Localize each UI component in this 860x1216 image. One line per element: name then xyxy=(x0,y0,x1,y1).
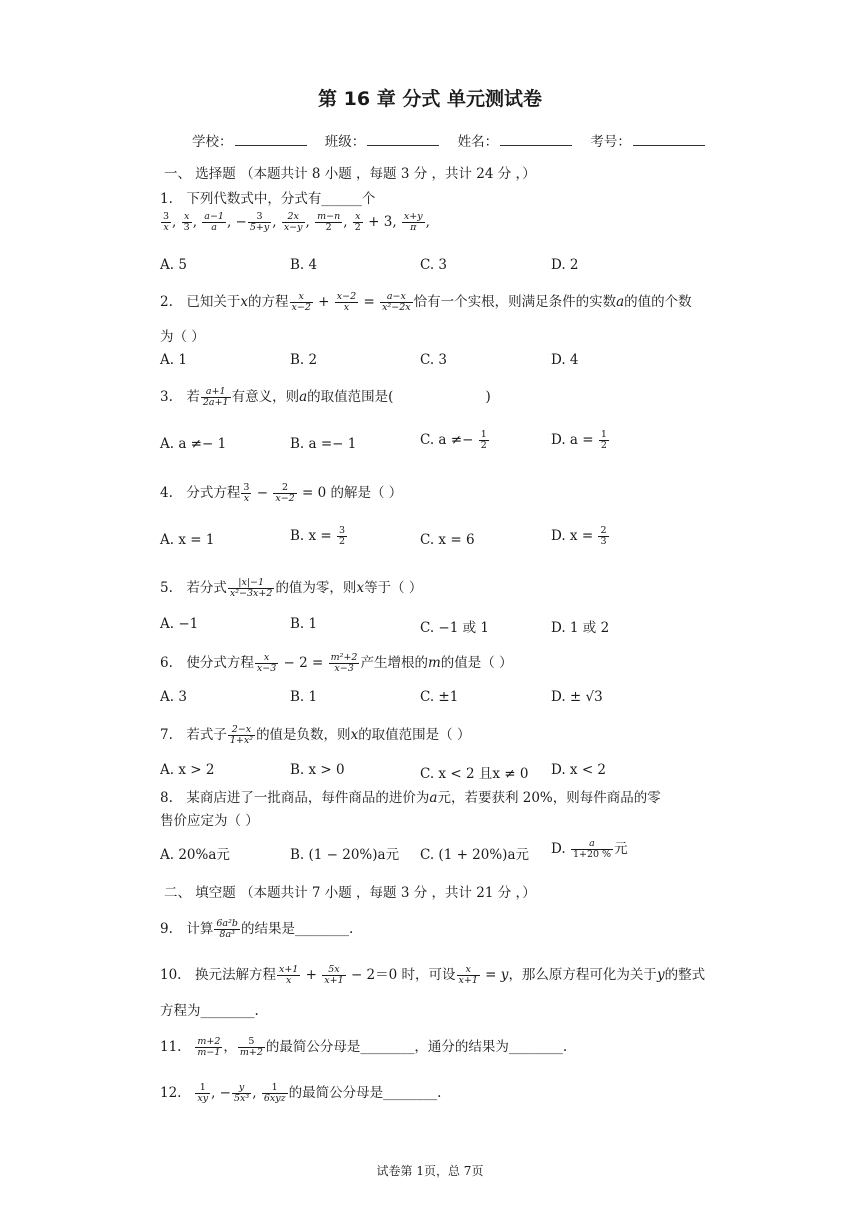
number-blank[interactable] xyxy=(633,132,705,146)
page-footer: 试卷第 1页，总 7页 xyxy=(376,1164,484,1178)
q4-option-b[interactable]: B. x = $\frac{3}{2}$ xyxy=(290,525,346,547)
school-label: 学校： xyxy=(192,134,233,150)
q8-option-c[interactable]: C. (1 + 20%)a元 xyxy=(420,847,530,863)
question-5-stem: 5. 若分式 $\frac{|x|-1}{\text{x²−3x+2}}$ 的值为零，则x等于（ ） xyxy=(160,577,423,599)
q6-option-a[interactable]: A. 3 xyxy=(160,689,187,705)
q1-option-a[interactable]: A. 5 xyxy=(160,257,187,273)
q7-option-c[interactable]: C. x < 2 且x ≠ 0 xyxy=(420,766,529,782)
q7-option-b[interactable]: B. x > 0 xyxy=(290,762,345,778)
q6-option-c[interactable]: C. ±1 xyxy=(420,689,459,705)
q3-option-a[interactable]: A. a ≠− 1 xyxy=(160,436,227,452)
q8-option-d[interactable]: D. $\frac{a}{1+20 \%}$ 元 xyxy=(551,838,628,860)
q3-option-b[interactable]: B. a =− 1 xyxy=(290,436,357,452)
question-7-stem: 7. 若式子 $\frac{2-x}{\text{1+x²}}$ 的值是负数，则x的取值范围是（ ） xyxy=(160,724,471,746)
question-6-stem: 6. 使分式方程 $\frac{x}{x-3}$ − 2 = $\frac{\text{m²+2}}{x-3}$ 产生增根的m的值是（ ） xyxy=(160,652,513,674)
school-blank[interactable] xyxy=(235,132,307,146)
q3-option-c[interactable]: C. a ≠− $\frac{1}{2}$ xyxy=(420,429,487,451)
question-10-stem: 10. 换元法解方程 $\frac{x+1}{x}$ + $\frac{5x}{x+1}$ − 2＝0 时，可设 $\frac{x}{x+1}$ = y，那么原方程可化为关于y的整式 xyxy=(160,964,706,986)
question-11-stem: 11. $\frac{m+2}{m-1}$ ， $\frac{5}{m+2}$ 的最简公分母是________，通分的结果为________. xyxy=(160,1036,568,1058)
question-1-stem: 1. 下列代数式中，分式有______个 xyxy=(160,191,376,207)
q5-option-a[interactable]: A. −1 xyxy=(160,616,199,632)
q1-option-b[interactable]: B. 4 xyxy=(290,257,318,273)
q6-option-b[interactable]: B. 1 xyxy=(290,689,318,705)
q2-option-a[interactable]: A. 1 xyxy=(160,352,187,368)
class-label: 班级： xyxy=(324,134,366,150)
number-label: 考号： xyxy=(590,134,631,150)
q5-option-c[interactable]: C. −1 或 1 xyxy=(420,620,490,636)
question-8-line2: 售价应定为（ ） xyxy=(160,813,259,829)
question-4-stem: 4. 分式方程 $\frac{3}{x}$ − $\frac{2}{x-2}$ = 0 的解是（ ） xyxy=(160,482,403,504)
question-12-stem: 12. $\frac{1}{xy}$ , − $\frac{y}{\text{5x³}}$ , $\frac{1}{\text{6xyz}}$ 的最简公分母是________. xyxy=(160,1082,442,1104)
q4-option-d[interactable]: D. x = $\frac{2}{3}$ xyxy=(551,525,607,547)
q3-option-d[interactable]: D. a = $\frac{1}{2}$ xyxy=(551,429,607,451)
q6-option-d[interactable]: D. ± √3 xyxy=(551,689,603,705)
page-title: 第 16 章 分式 单元测试卷 xyxy=(318,88,542,110)
question-9-stem: 9. 计算 $\frac{\text{6a²b}}{\text{8a³}}$ 的结果是________. xyxy=(160,918,354,940)
q4-option-c[interactable]: C. x = 6 xyxy=(420,532,475,548)
question-3-stem: 3. 若 $\frac{a+1}{2a+1}$ 有意义，则a的取值范围是( ) xyxy=(160,386,491,408)
question-2-line2: 为（ ） xyxy=(160,329,205,345)
q7-option-d[interactable]: D. x < 2 xyxy=(551,762,607,778)
student-info-line xyxy=(192,130,719,150)
q5-option-d[interactable]: D. 1 或 2 xyxy=(551,620,610,636)
q2-option-c[interactable]: C. 3 xyxy=(420,352,448,368)
q7-option-a[interactable]: A. x > 2 xyxy=(160,762,215,778)
q1-option-d[interactable]: D. 2 xyxy=(551,257,579,273)
question-8-line1: 8. 某商店进了一批商品，每件商品的进价为a元，若要获利 20%，则每件商品的零 xyxy=(160,790,661,806)
class-blank[interactable] xyxy=(367,132,439,146)
q8-option-b[interactable]: B. (1 − 20%)a元 xyxy=(290,847,400,863)
q4-option-a[interactable]: A. x = 1 xyxy=(160,532,215,548)
question-1-expressions: $\frac{3}{x}$ , $\frac{x}{3}$ , $\frac{a-1}{a}$ , − $\frac{3}{5+y}$ , $\frac{2x}{x-y}$ , $\frac{m-n}{2}$ , $\frac{x}{2}$ + 3, $\frac{x+y}{\pi}$ , xyxy=(163,211,430,233)
name-blank[interactable] xyxy=(500,132,572,146)
q2-option-d[interactable]: D. 4 xyxy=(551,352,579,368)
q2-option-b[interactable]: B. 2 xyxy=(290,352,318,368)
question-10-line2: 方程为________. xyxy=(160,1003,259,1019)
q5-option-b[interactable]: B. 1 xyxy=(290,616,318,632)
question-2-stem: 2. 已知关于x的方程 $\frac{x}{x-2}$ + $\frac{x-2}{x}$ = $\frac{a-x}{\text{x²−2x}}$ 恰有一个实根，则满足条件的实数a的值的个数 xyxy=(160,291,692,313)
section-choice-heading: 一、 选择题 （本题共计 8 小题 ，每题 3 分 ，共计 24 分 ，） xyxy=(164,166,536,182)
section-fill-heading: 二、 填空题 （本题共计 7 小题 ，每题 3 分 ，共计 21 分 ，） xyxy=(164,885,536,901)
q8-option-a[interactable]: A. 20%a元 xyxy=(160,847,230,863)
name-label: 姓名： xyxy=(457,134,499,150)
q1-option-c[interactable]: C. 3 xyxy=(420,257,448,273)
